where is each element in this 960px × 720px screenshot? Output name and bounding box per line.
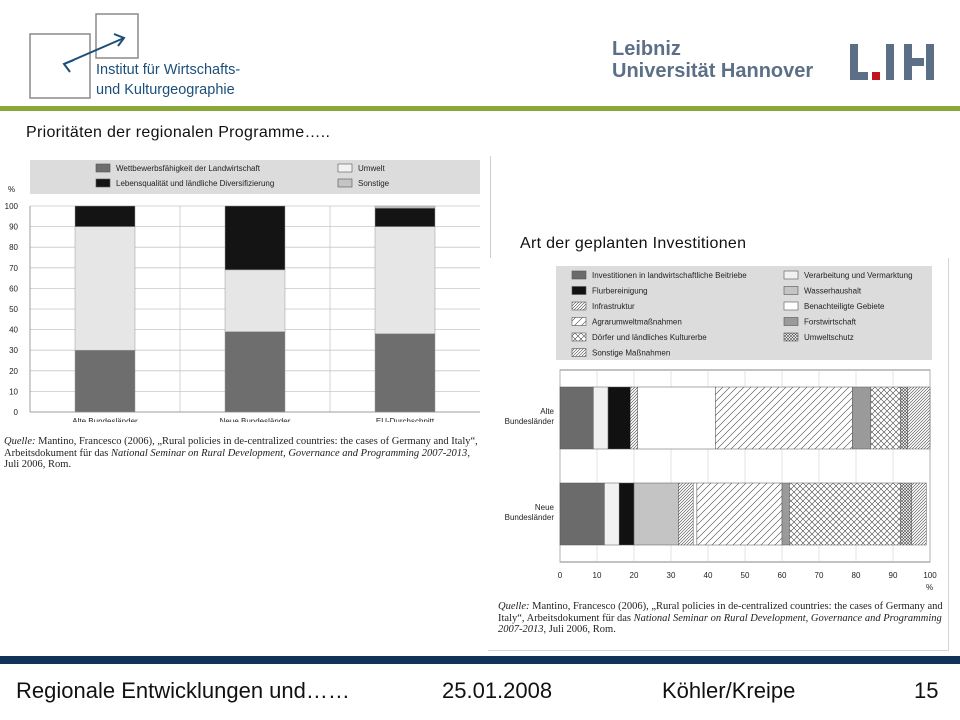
legend-swatch: [572, 271, 586, 279]
bar-segment: [619, 483, 634, 545]
footer-date: 25.01.2008: [442, 678, 553, 703]
bar-segment: [715, 387, 852, 449]
y-tick-label: 90: [9, 222, 18, 232]
y-tick-label: 100: [4, 202, 18, 211]
y-tick-label: Bundesländer: [504, 513, 554, 522]
university-name-line1: Leibniz: [612, 38, 681, 60]
legend-label: Wasserhaushalt: [804, 286, 862, 296]
legend-swatch: [572, 302, 586, 310]
bar-segment: [678, 483, 693, 545]
source-text: Mantino, Francesco (2006), „Rural policies in de-centralized countries: the cases of Germany and Italy“, Arbeitsdokument für das: [4, 436, 478, 459]
x-tick-label: 60: [777, 571, 787, 580]
y-tick-label: 0: [13, 408, 18, 417]
bar-segment: [693, 483, 697, 545]
legend-swatch: [572, 318, 586, 326]
chart-investments: [488, 258, 948, 598]
bar-segment: [630, 387, 637, 449]
header-rule: [0, 106, 960, 111]
y-axis-label: %: [8, 185, 16, 194]
legend-label: Infrastruktur: [592, 302, 635, 311]
x-tick-label: 40: [703, 571, 713, 580]
chart-priorities-source: [4, 436, 484, 471]
legend-box: [556, 266, 932, 360]
legend-label: Umwelt: [358, 164, 385, 173]
institute-name-line1: Institut für Wirtschafts-: [96, 62, 241, 78]
legend-label: Sonstige: [358, 179, 390, 188]
y-tick-label: 30: [9, 346, 18, 356]
x-tick-label: 70: [814, 571, 824, 580]
y-tick-label: Bundesländer: [504, 417, 554, 426]
legend-swatch: [784, 318, 798, 326]
x-tick-label: 90: [888, 571, 898, 580]
y-tick-label: 10: [9, 387, 18, 397]
legend-label: Flurbereinigung: [592, 286, 648, 296]
legend-label: Wettbewerbsfähigkeit der Landwirtschaft: [116, 164, 260, 173]
bar-segment: [908, 387, 930, 449]
x-tick-label: EU-Durchschnitt: [375, 417, 435, 422]
legend-label: Benachteiligte Gebiete: [804, 302, 885, 311]
university-logo: [612, 38, 942, 88]
footer-rule: [0, 656, 960, 664]
source-end: , Juli 2006, Rom.: [543, 624, 616, 635]
y-tick-label: 80: [9, 243, 18, 253]
x-tick-label: 20: [629, 571, 639, 580]
heading-investments: Art der geplanten Investitionen: [520, 235, 747, 252]
bar-segment: [75, 350, 135, 412]
legend-swatch: [572, 287, 586, 295]
x-tick-label: 80: [851, 571, 861, 580]
bar-segment: [789, 483, 900, 545]
chart-priorities-panel: [0, 152, 490, 487]
bar-segment: [593, 387, 608, 449]
legend-swatch: [784, 271, 798, 279]
legend-swatch: [572, 333, 586, 341]
legend-label: Umweltschutz: [804, 333, 854, 342]
source-italic: National Seminar on Rural Development, Governance and Programming 2007-2013: [111, 447, 468, 459]
y-tick-label: 70: [9, 263, 18, 273]
bar-segment: [375, 206, 435, 208]
bar-segment: [560, 483, 604, 545]
university-name-line2: Universität Hannover: [612, 60, 814, 82]
bar-segment: [375, 227, 435, 334]
bar-segment: [871, 387, 901, 449]
bar-segment: [634, 483, 678, 545]
source-italic: National Seminar on Rural Development, Governance and Programming 2007-2013: [498, 612, 942, 635]
bar-segment: [225, 332, 285, 412]
legend-swatch: [338, 179, 352, 187]
bar-segment: [225, 270, 285, 332]
x-tick-label: Neue Bundesländer: [219, 417, 291, 422]
bar-segment: [375, 208, 435, 227]
legend-label: Forstwirtschaft: [804, 317, 857, 327]
legend-label: Sonstige Maßnahmen: [592, 348, 671, 358]
y-tick-label: 60: [9, 284, 18, 294]
bar-segment: [375, 334, 435, 412]
x-tick-label: 30: [666, 571, 676, 580]
chart-investments-source: [498, 601, 946, 636]
footer-title: Regionale Entwicklungen und……: [16, 678, 350, 703]
x-tick-label: 10: [592, 571, 602, 580]
y-tick-label: 20: [9, 366, 18, 376]
legend-swatch: [572, 349, 586, 357]
source-label: Quelle:: [4, 436, 36, 447]
luh-brand-icon: [848, 42, 940, 82]
bar-segment: [852, 387, 871, 449]
bar-segment: [225, 206, 285, 270]
chart-priorities: [0, 152, 490, 422]
y-tick-label: Neue: [534, 503, 554, 512]
legend-label: Agrarumweltmaßnahmen: [592, 317, 682, 327]
legend-label: Verarbeitung und Vermarktung: [804, 271, 913, 280]
x-tick-label: Alte Bundesländer: [72, 417, 138, 422]
bar-segment: [608, 387, 630, 449]
heading-priorities: Prioritäten der regionalen Programme…..: [26, 124, 331, 141]
panel-divider: [490, 156, 491, 258]
y-tick-label: 40: [9, 325, 18, 335]
legend-label: Investitionen in landwirtschaftliche Beitriebe: [592, 271, 747, 280]
bar-segment: [604, 483, 619, 545]
legend-swatch: [784, 333, 798, 341]
bar-segment: [782, 483, 789, 545]
source-text: Mantino, Francesco (2006), „Rural policies in de-centralized countries: the cases of Germany and Italy“, Arbeitsdokument für das: [498, 601, 943, 624]
legend-swatch: [784, 302, 798, 310]
x-axis-label: %: [926, 583, 934, 592]
x-tick-label: 50: [740, 571, 750, 580]
legend-label: Dörfer und ländliches Kulturerbe: [592, 333, 707, 342]
legend-label: Lebensqualität und ländliche Diversifizierung: [116, 179, 275, 188]
source-end: , Juli 2006, Rom.: [4, 447, 470, 470]
y-tick-label: 50: [9, 305, 18, 314]
chart-investments-panel: [488, 258, 949, 651]
bar-segment: [912, 483, 927, 545]
bar-segment: [638, 387, 716, 449]
bar-segment: [900, 483, 911, 545]
footer-authors: Köhler/Kreipe: [662, 678, 796, 703]
legend-swatch: [96, 164, 110, 172]
institute-name-line2: und Kulturgeographie: [96, 82, 235, 98]
legend-swatch: [338, 164, 352, 172]
x-tick-label: 0: [557, 571, 563, 580]
source-label: Quelle:: [498, 601, 530, 612]
y-tick-label: Alte: [540, 407, 554, 416]
footer-page-number: 15: [914, 678, 939, 703]
bar-segment: [75, 227, 135, 351]
x-tick-label: 100: [923, 571, 937, 580]
legend-swatch: [96, 179, 110, 187]
bar-segment: [75, 206, 135, 227]
bar-segment: [900, 387, 907, 449]
institute-logo: [28, 12, 260, 104]
legend-swatch: [784, 287, 798, 295]
bar-segment: [697, 483, 782, 545]
bar-segment: [560, 387, 593, 449]
